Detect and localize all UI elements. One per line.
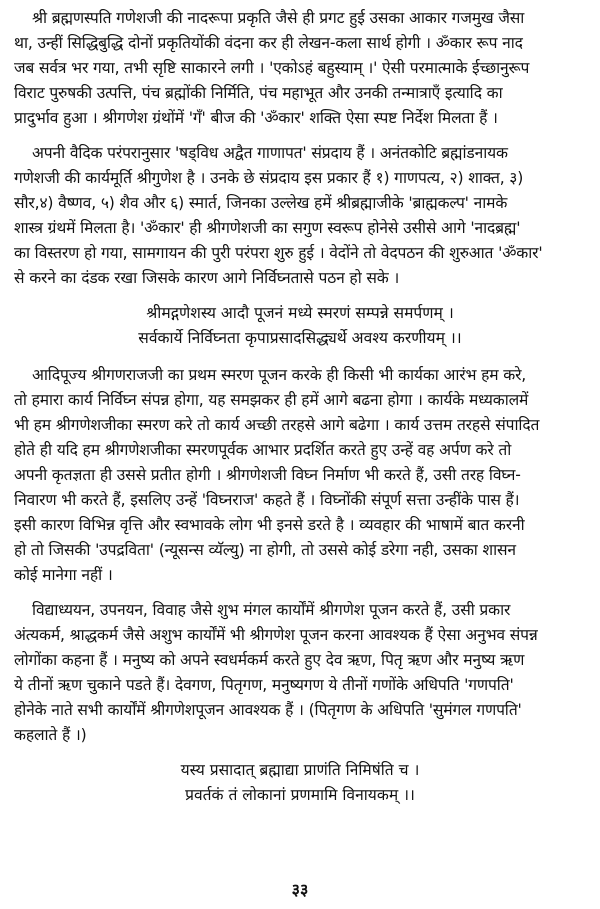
text-line: हो तो जिसकी 'उपद्रविता' (न्यूसन्स व्यॅल्यु) ना होगी, तो उससे कोई डरेगा नही, उसका शासन: [14, 541, 516, 559]
text-line: अंत्यकर्म, श्राद्धकर्म जैसे अशुभ कार्योंमें भी श्रीगणेश पूजन करना आवश्यक हैं ऐसा अनुभव संपन्न: [14, 626, 538, 644]
sanskrit-verse-2: [14, 758, 586, 808]
text-line: लोगोंका कहना हैं । मनुष्य को अपने स्वधर्मकर्म करते हुए देव ऋण, पितृ ऋण और मनुष्य ऋण: [14, 651, 525, 669]
text-line: अपनी कृतज्ञता ही उससे प्रतीत होगी । श्रीगणेशजी विघ्न निर्माण भी करते हैं, उसी तरह विघ्न-: [14, 466, 521, 484]
text-line: निवारण भी करते हैं, इसलिए उन्हें 'विघ्नराज' कहते हैं । विघ्नोंकी संपूर्ण सत्ता उन्हींके पास हैं।: [14, 491, 520, 509]
paragraph-1: [14, 6, 586, 131]
verse-line: श्रीमद्गणेशस्य आदौ पूजनं मध्ये स्मरणं सम्पन्ने समर्पणम् ।: [146, 304, 454, 322]
text-line: था, उन्हीं सिद्धिबुद्धि दोनों प्रकृतियोंकी वंदना कर ही लेखन-कला सार्थ होगी । ॐकार रूप नाद: [14, 34, 523, 52]
text-line: गणेशजी की कार्यमूर्ति श्रीगुणेश है । उनके छे संप्रदाय इस प्रकार हैं १) गाणपत्य, २) शाक्त, ३): [14, 169, 524, 187]
text-line: होते ही यदि हम श्रीगणेशजीका स्मरणपूर्वक आभार प्रदर्शित करते हुए उन्हें वह अर्पण करे तो: [14, 441, 512, 459]
text-line: अपनी वैदिक परंपरानुसार 'षड्विध अद्वैत गाणापत' संप्रदाय हैं । अनंतकोटि ब्रह्मांडनायक: [32, 144, 508, 162]
verse-line: प्रवर्तकं तं लोकानां प्रणमामि विनायकम् ।।: [185, 786, 415, 804]
text-line: शास्त्र ग्रंथमें मिलता है। 'ॐकार' ही श्रीगणेशजी का सगुण स्वरूप होनेसे उसीसे आगे 'नादब्रह्म': [14, 219, 521, 237]
paragraph-3: [14, 363, 586, 588]
text-line: जब सर्वत्र भर गया, तभी सृष्टि साकारने लगी । 'एकोऽहं बहुस्याम् ।' ऐसी परमात्माके ईच्छानुरूप: [14, 59, 530, 77]
text-line: तो हमारा कार्य निर्विघ्न संपन्न होगा, यह समझकर ही हमें आगे बढना होगा । कार्यके मध्यकालमें: [14, 391, 529, 409]
verse-line: यस्य प्रसादात् ब्रह्माद्या प्राणंति निमिषंति च ।: [180, 761, 420, 779]
text-line: कोई मानेगा नहीं ।: [14, 566, 113, 584]
text-line: कहलाते हैं ।): [14, 726, 87, 744]
text-line: से करने का दंडक रखा जिसके कारण आगे निर्विघ्नतासे पठन हो सके ।: [14, 269, 400, 287]
text-line: इसी कारण विभिन्न वृत्ति और स्वभावके लोग भी इनसे डरते है । व्यवहार की भाषामें बात करनी: [14, 516, 525, 534]
paragraph-4: [14, 598, 586, 748]
text-line: सौर,४) वैष्णव, ५) शैव और ६) स्मार्त, जिनका उल्लेख हमें श्रीब्रह्माजीके 'ब्राह्मकल्प' नामके: [14, 194, 508, 212]
page-number: ३३: [291, 880, 309, 899]
text-line: होनेके नाते सभी कार्योंमें श्रीगणेशपूजन आवश्यक हैं । (पितृगण के अधिपति 'सुमंगल गणपति': [14, 701, 522, 719]
sanskrit-verse-1: [14, 301, 586, 351]
text-line: भी हम श्रीगणेशजीका स्मरण करे तो कार्य अच्छी तरहसे आगे बढेगा । कार्य उत्तम तरहसे संपादित: [14, 416, 540, 434]
text-line: विद्याध्ययन, उपनयन, विवाह जैसे शुभ मंगल कार्योंमें श्रीगणेश पूजन करते हैं, उसी प्रकार: [32, 601, 511, 619]
verse-line: सर्वकार्ये निर्विघ्नता कृपाप्रसादसिद्ध्यर्थे अवश्य करणीयम् ।।: [138, 329, 462, 347]
text-line: विराट पुरुषकी उत्पत्ति, पंच ब्रह्मोंकी निर्मिति, पंच महाभूत और उनकी तन्मात्राएँ इत्यादि का: [14, 84, 503, 102]
text-line: ये तीनों ऋण चुकाने पडते हैं। देवगण, पितृगण, मनुष्यगण ये तीनों गणोंके अधिपति 'गणपति': [14, 676, 514, 694]
text-line: आदिपूज्य श्रीगणराजजी का प्रथम स्मरण पूजन करके ही किसी भी कार्यका आरंभ हम करे,: [32, 366, 527, 384]
text-line: प्रादुर्भाव हुआ । श्रीगणेश ग्रंथोंमें 'गँ' बीज की 'ॐकार' शक्ति ऐसा स्पष्ट निर्देश मिलता हैं ।: [14, 109, 498, 127]
paragraph-2: [14, 141, 586, 291]
text-line: का विस्तरण हो गया, सामगायन की पुरी परंपरा शुरु हुई । वेदोंने तो वेदपठन की शुरुआत 'ॐकार': [14, 244, 543, 262]
text-line: श्री ब्रह्मणस्पति गणेशजी की नादरूपा प्रकृति जैसे ही प्रगट हुई उसका आकार गजमुख जैसा: [32, 9, 525, 27]
